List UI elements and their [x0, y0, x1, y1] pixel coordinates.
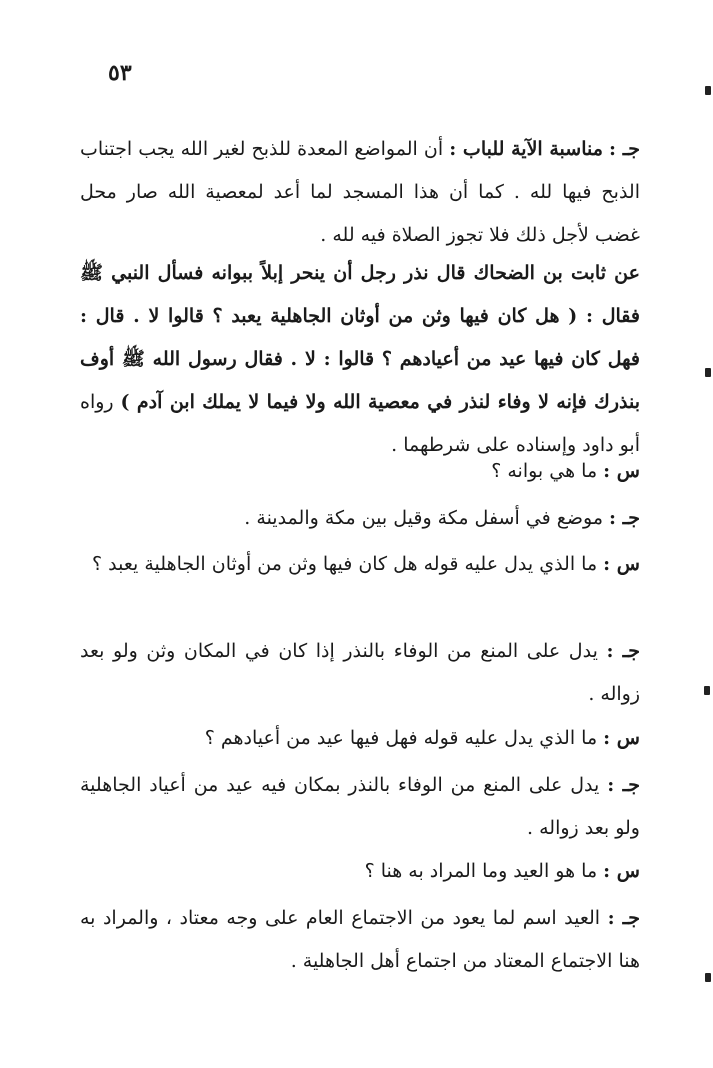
answer-paragraph	[80, 897, 640, 983]
question-label: س :	[603, 727, 640, 749]
question-paragraph	[80, 850, 640, 893]
question-text: ما الذي يدل عليه قوله فهل فيها عيد من أعيادهم ؟	[204, 727, 598, 749]
question-paragraph	[80, 543, 640, 586]
answer-text: العيد اسم لما يعود من الاجتماع العام على وجه معتاد ، والمراد به هنا الاجتماع المعتاد من اجتماع أهل الجاهلية .	[80, 907, 640, 972]
question-text: ما الذي يدل عليه قوله هل كان فيها وثن من أوثان الجاهلية يعبد ؟	[92, 553, 598, 575]
question-text: ما هو العيد وما المراد به هنا ؟	[364, 860, 598, 882]
question-label: س :	[603, 553, 640, 575]
answer-paragraph-relevance	[80, 128, 640, 257]
answer-paragraph	[80, 630, 640, 716]
hadith-citation: رواه أبو داود وإسناده على شرطهما .	[80, 391, 640, 456]
answer-text: أن المواضع المعدة للذبح لغير الله يجب اجتناب الذبح فيها لله . كما أن هذا المسجد لما أعد لمعصية الله صار محل غضب لأجل ذلك فلا تجوز الصلاة فيه لله .	[80, 138, 640, 246]
edge-mark	[704, 686, 710, 695]
question-paragraph	[80, 717, 640, 760]
answer-text: يدل على المنع من الوفاء بالنذر بمكان فيه عيد من أعياد الجاهلية ولو بعد زواله .	[80, 774, 640, 839]
answer-paragraph	[80, 764, 640, 850]
question-paragraph	[80, 450, 640, 493]
edge-mark	[705, 86, 711, 95]
page-number: ٥٣	[108, 60, 132, 86]
answer-paragraph	[80, 497, 640, 540]
answer-label: جـ :	[607, 907, 640, 929]
section-heading: مناسبة الآية للباب :	[449, 138, 603, 160]
question-label: س :	[603, 860, 640, 882]
answer-label: جـ :	[609, 507, 640, 529]
question-label: س :	[603, 460, 640, 482]
hadith-paragraph	[80, 252, 640, 467]
answer-label: جـ :	[607, 774, 640, 796]
question-text: ما هي بوانه ؟	[491, 460, 598, 482]
answer-label: جـ :	[609, 138, 641, 160]
answer-label: جـ :	[606, 640, 640, 662]
edge-mark	[705, 368, 711, 377]
answer-text: يدل على المنع من الوفاء بالنذر إذا كان في المكان وثن ولو بعد زواله .	[80, 640, 640, 705]
edge-mark	[705, 973, 711, 982]
hadith-text: عن ثابت بن الضحاك قال نذر رجل أن ينحر إبلاً ببوانه فسأل النبي ﷺ فقال : ( هل كان فيها وثن من أوثان الجاهلية يعبد ؟ قالوا لا . قال : فهل كان فيها عيد من أعيادهم ؟ قالوا : لا . فقال رسول الله ﷺ أوف بنذرك فإنه لا وفاء لنذر في معصية الله ولا فيما لا يملك ابن آدم )	[80, 262, 640, 413]
answer-text: موضع في أسفل مكة وقيل بين مكة والمدينة .	[244, 507, 603, 529]
